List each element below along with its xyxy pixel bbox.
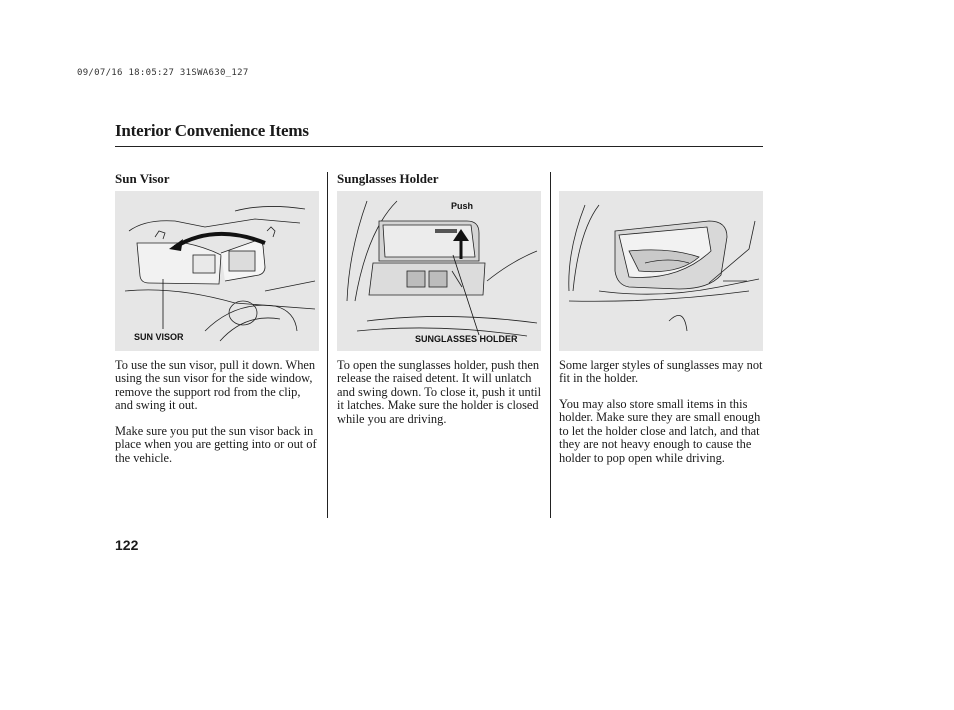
sun-visor-paragraph-2: Make sure you put the sun visor back in place when you are getting into or out of the vehicle. xyxy=(115,424,317,465)
sun-visor-paragraph-1: To use the sun visor, pull it down. When using the sun visor for the side window, remove the support rod from the clip, and swing it out. xyxy=(115,358,316,413)
sun-visor-illustration xyxy=(115,191,319,351)
title-rule xyxy=(115,146,763,147)
sunglasses-holder-illustration xyxy=(337,191,541,351)
column-divider-1 xyxy=(327,172,328,518)
sun-visor-callout: SUN VISOR xyxy=(134,332,184,342)
sunglasses-holder-paragraph-1: To open the sunglasses holder, push then release the raised detent. It will unlatch and swing down. To close it, push it until it latches. Make sure the holder is closed while you are driving. xyxy=(337,358,542,426)
page-number: 122 xyxy=(115,537,139,553)
sun-visor-heading: Sun Visor xyxy=(115,171,170,186)
holder-notes-paragraph-2: You may also store small items in this holder. Make sure they are small enough to let the holder close and latch, and that they are not heavy enough to cause the holder to pop open while driving. xyxy=(559,397,761,465)
column-divider-2 xyxy=(550,172,551,518)
page-title: Interior Convenience Items xyxy=(115,121,309,140)
sunglasses-holder-callout: SUNGLASSES HOLDER xyxy=(415,334,518,344)
sunglasses-holder-heading: Sunglasses Holder xyxy=(337,171,439,186)
holder-open-figure xyxy=(559,191,763,351)
print-stamp: 09/07/16 18:05:27 31SWA630_127 xyxy=(77,68,249,78)
sunglasses-holder-figure xyxy=(337,191,541,351)
sun-visor-figure xyxy=(115,191,319,351)
push-callout: Push xyxy=(451,201,474,211)
holder-notes-paragraph-1: Some larger styles of sunglasses may not fit in the holder. xyxy=(559,358,763,386)
holder-open-illustration xyxy=(559,191,763,351)
